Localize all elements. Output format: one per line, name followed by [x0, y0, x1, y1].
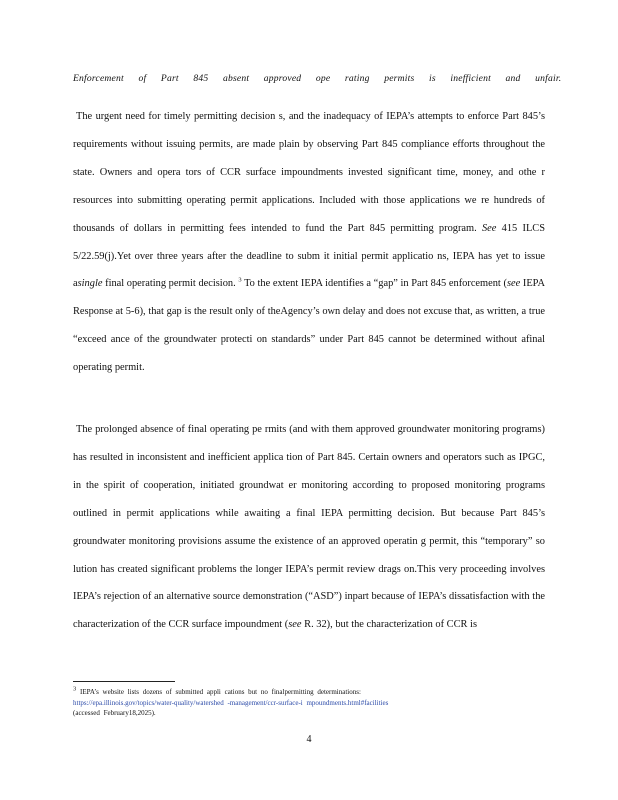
section-heading: Enforcement of Part 845 absent approved ope rating permits is inefficient and unfair.: [73, 73, 562, 84]
p1-text-b: 415 ILCS 5/22.59(j).Yet over three years after the deadline to subm it initial permit applicatio ns, IEPA has yet to issue a: [73, 222, 545, 290]
emphasis-single: single: [77, 278, 103, 290]
p1-text-c: final operating permit decision.: [105, 278, 236, 290]
footnote-divider: [73, 681, 175, 682]
footnote: [73, 687, 543, 719]
footnote-marker: 3: [73, 685, 77, 693]
see-signal: see: [506, 278, 521, 290]
footnote-text: IEPA’s website lists dozens of submitted appli cations but no finalpermitting determinations:: [80, 688, 361, 696]
see-signal: See: [481, 222, 497, 234]
footnote-accessed: (accessed February18,2025).: [73, 709, 156, 718]
paragraph-1: [73, 103, 545, 382]
see-signal: see: [288, 619, 302, 631]
footnote-link[interactable]: https://epa.illinois.gov/topics/water-quality/watershed -management/ccr-surface-i mpoundments.html#facilities: [73, 698, 389, 707]
p1-text-e: IEPA Response at 5-6), that gap is the result only of theAgency’s own delay and does not excuse that, as written, a true “exceed ance of the groundwater protecti on standards” under Part 845 cannot be determined without afinal operating permit.: [73, 278, 546, 374]
p2-text-b: R. 32), but the characterization of CCR is: [304, 619, 477, 631]
p1-text-d: To the extent IEPA identifies a “gap” in Part 845 enforcement (: [244, 278, 507, 290]
footnote-reference[interactable]: 3: [238, 276, 242, 284]
p1-text-a: The urgent need for timely permitting decision s, and the inadequacy of IEPA’s attempts to enforce Part 845’s requirements without issuing permits, are made plain by observing Part 845 compliance efforts throughout the state. Owners and opera tors of CCR surface impoundments invested significant time, money, and othe r resources into submitting operating permit applications. Included with those applications we re hundreds of thousands of dollars in permitting fees intended to fund the Part 845 permitting program.: [73, 111, 545, 234]
paragraph-2: [73, 416, 545, 639]
p2-text-a: The prolonged absence of final operating pe rmits (and with them approved groundwater monitoring programs) has resulted in inconsistent and inefficient applica tion of Part 845. Certain owners and operators such as IPGC, in the spirit of cooperation, initiated groundwat er monitoring according to proposed monitoring programs outlined in permit applications while awaiting a final IEPA permitting decision. But because Part 845’s groundwater monitoring provisions assume the existence of an approved operatin g permit, this “temporary” so lution has created significant problems the longer IEPA’s permit review drags on.This very proceeding involves IEPA’s rejection of an alternative source demonstration (“ASD”) inpart because of IEPA’s dissatisfaction with the characterization of the CCR surface impoundment (: [73, 424, 545, 631]
page-number: 4: [306, 734, 312, 745]
